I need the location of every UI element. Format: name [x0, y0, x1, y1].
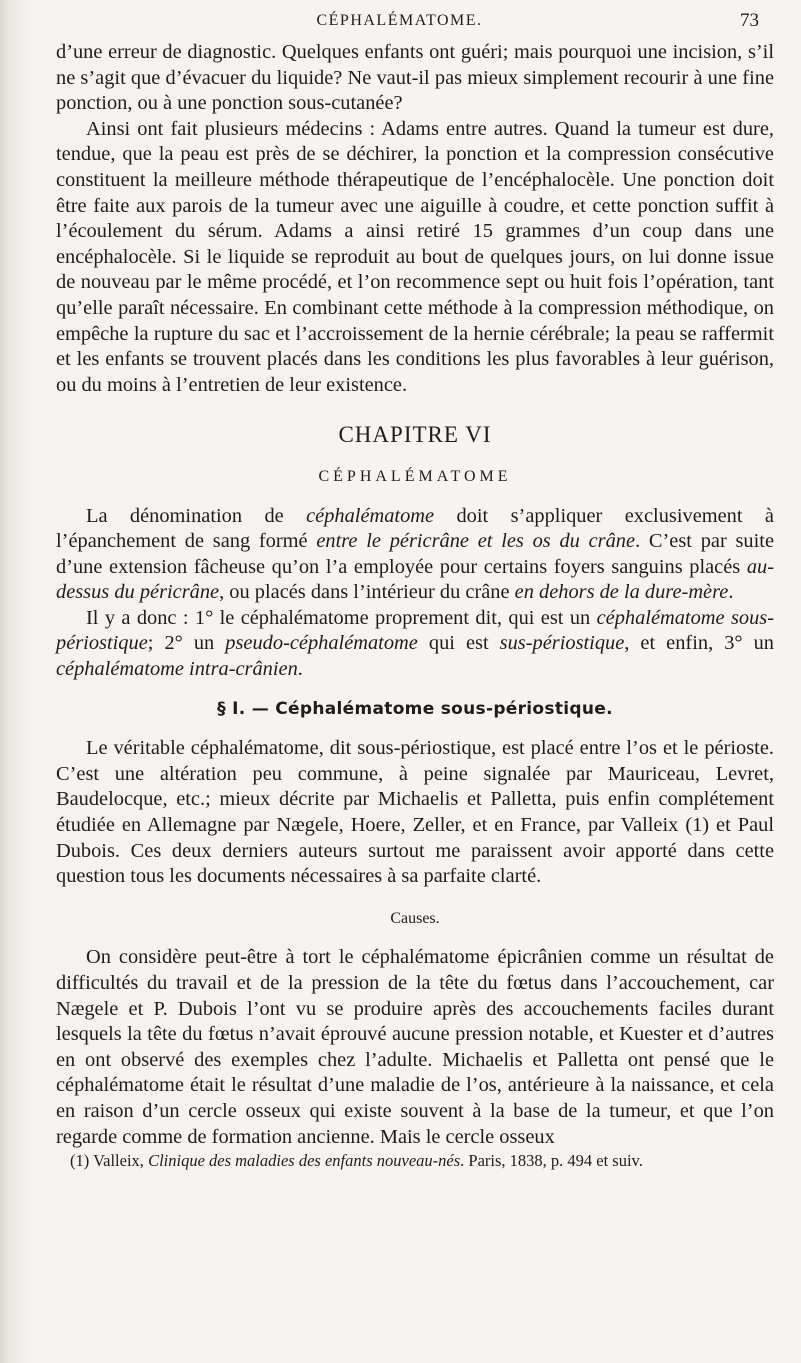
text-run: . C’est par suite d’une extension fâcheuse qu’on l’a employée pour certains foyers sanguins placés	[56, 530, 775, 578]
page-number: 73	[740, 10, 759, 31]
text-run: Il y a donc : 1° le céphalématome proprement dit, qui est un	[86, 606, 597, 629]
page-body	[56, 40, 774, 1172]
subheading-causes: Causes.	[390, 909, 440, 927]
italic-text: au-dessus du péricrâne	[56, 555, 774, 604]
italic-text: céphalématome sous-périostique	[56, 606, 774, 655]
footnote-title: Clinique des maladies des enfants nouveau-nés	[148, 1151, 461, 1171]
italic-text: céphalématome	[306, 504, 435, 527]
text-run: .	[728, 581, 734, 604]
italic-text: céphalématome intra-crânien	[56, 658, 298, 681]
running-title: CÉPHALÉMATOME.	[316, 12, 483, 29]
section-heading: § I. — Céphalématome sous-périostique.	[217, 698, 613, 719]
paragraph: d’une erreur de diagnostic. Quelques enfants ont guéri; mais pourquoi une incision, s’il ne s’agit que d’évacuer du liquide? Ne vaut-il pas mieux simplement recourir à une fine ponction, ou à une ponction sous-cutanée?	[56, 41, 774, 115]
page-header	[40, 10, 759, 36]
italic-text: sus-périostique	[499, 632, 625, 655]
italic-text: en dehors de la dure-mère	[514, 581, 729, 604]
paragraph: Ainsi ont fait plusieurs médecins : Adams entre autres. Quand la tumeur est dure, tendue, que la peau est près de se déchirer, la ponction et la compression consécutive constituent la meilleure méthode thérapeutique de l’encéphalocèle. Une ponction doit être faite aux parois de la tumeur avec une aiguille à coudre, et cette ponction suffit à l’écoulement du sérum. Adams a ainsi retiré 15 grammes d’un coup dans une encéphalocèle. Si le liquide se reproduit au bout de quelques jours, on lui donne issue de nouveau par le même procédé, et l’on recommence sept ou huit fois l’opération, tant qu’elle paraît nécessaire. En combinant cette méthode à la compression méthodique, on empêche la rupture du sac et l’accroissement de la hernie cérébrale; la peau se raffermit et les enfants se trouvent placés dans les conditions les plus favorables à leur guérison, ou du moins à l’entretien de leur existence.	[56, 117, 774, 396]
paragraph: On considère peut-être à tort le céphalématome épicrânien comme un résultat de difficultés du travail et de la pression de la tête du fœtus dans l’accouchement, car Nægele et P. Dubois l’ont vu se produire après des accouchements faciles durant lesquels la tête du fœtus n’avait éprouvé aucune pression notable, et Kuester et d’autres en ont observé des exemples chez l’adulte. Michaelis et Palletta ont pensé que le céphalématome était le résultat d’une maladie de l’os, antérieure à la naissance, et cela en raison d’un cercle osseux qui existe souvent à la base de la tumeur, et que l’on regarde comme de formation ancienne. Mais le cercle osseux	[56, 946, 774, 1148]
text-run: ; 2° un	[147, 632, 226, 655]
text-run: , et enfin, 3° un	[624, 632, 775, 655]
text-run: doit s’appliquer exclusivement à l’épanchement de sang formé	[56, 504, 774, 553]
footnote	[56, 1150, 774, 1172]
footnote-citation: . Paris, 1838, p. 494 et suiv.	[460, 1151, 643, 1171]
paragraph	[56, 504, 774, 606]
chapter-title: CHAPITRE VI	[338, 422, 492, 448]
text-run: , ou placés dans l’intérieur du crâne	[219, 581, 515, 604]
text-run: .	[297, 658, 303, 681]
text-run: La dénomination de	[86, 504, 307, 527]
italic-text: entre le péricrâne et les os du crâne	[316, 530, 636, 553]
text-run: qui est	[417, 632, 500, 655]
italic-text: pseudo-céphalématome	[225, 632, 418, 655]
footnote-marker: (1) Valleix,	[70, 1151, 149, 1171]
chapter-subtitle: CÉPHALÉMATOME	[318, 467, 512, 485]
paragraph: Le véritable céphalématome, dit sous-périostique, est placé entre l’os et le périoste. C’est une altération peu commune, à peine signalée par Mauriceau, Levret, Baudelocque, etc.; mieux décrite par Michaelis et Palletta, puis enfin complétement étudiée en Allemagne par Nægele, Hoere, Zeller, et en France, par Valleix (1) et Paul Dubois. Ces deux derniers auteurs surtout me paraissent avoir apporté dans cette question tous les documents nécessaires à sa parfaite clarté.	[56, 737, 774, 888]
paragraph	[56, 606, 774, 683]
